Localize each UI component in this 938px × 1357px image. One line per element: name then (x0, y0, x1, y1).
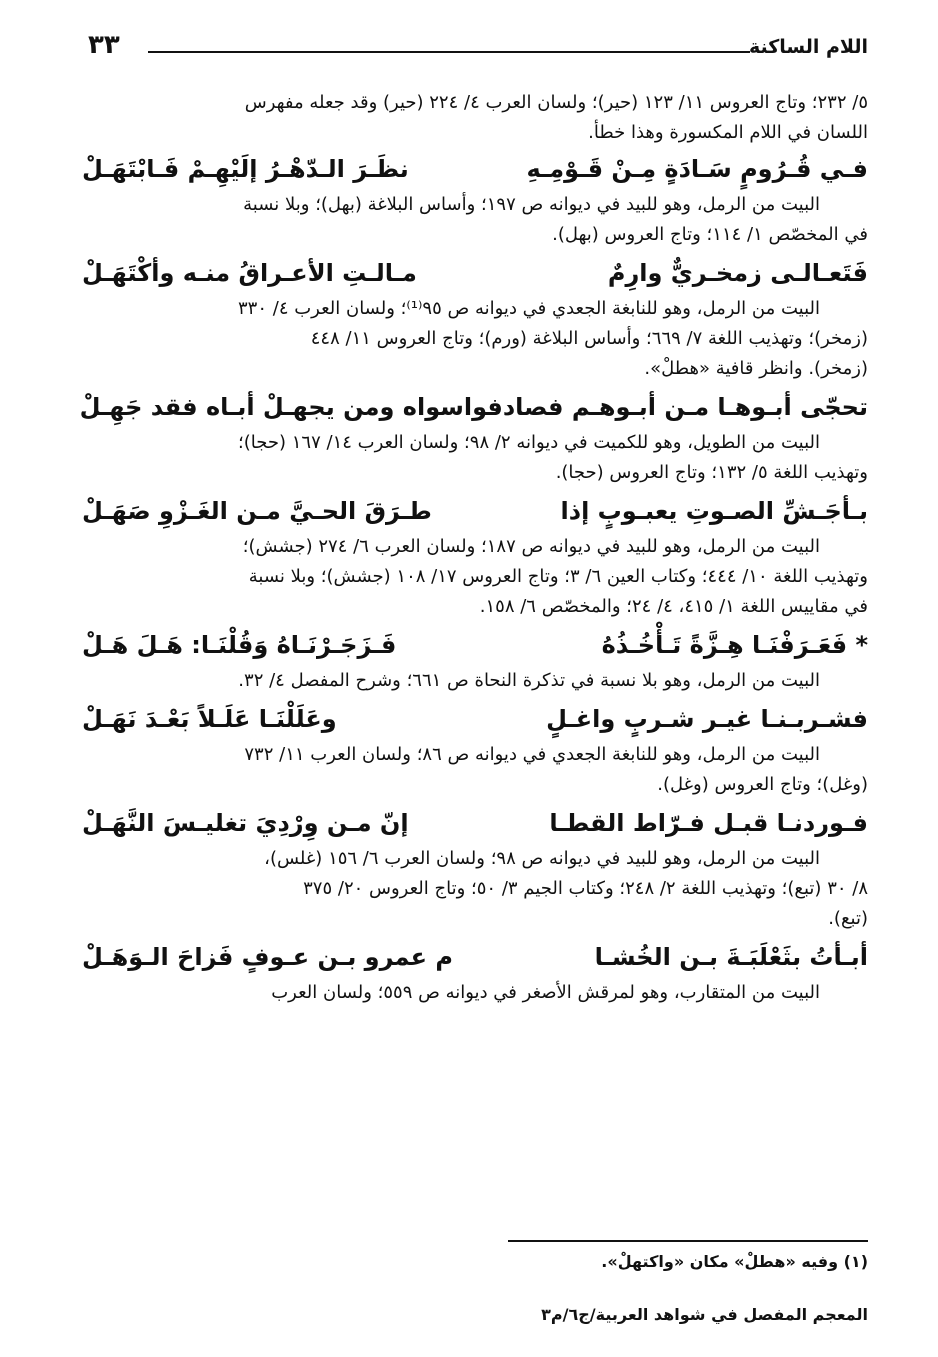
verse-entry (82, 494, 868, 622)
verse-second-hemistich: طـرَقَ الحـيَّ مـن الغَـزْوِ صَهَـلْ (82, 497, 432, 525)
footnote-rule (508, 1240, 868, 1242)
note-line: البيت من المتقارب، وهو لمرقش الأصغر في ديوانه ص ٥٥٩؛ ولسان العرب (271, 982, 820, 1003)
verse-line (82, 940, 868, 974)
note-line: في مقاييس اللغة ١/ ٤١٥، ٤/ ٢٤؛ والمخصّص ٦/ ١٥٨. (479, 596, 868, 617)
note-line: (وغل)؛ وتاج العروس (وغل). (657, 774, 868, 795)
verse-line (82, 256, 868, 290)
verse-line (82, 494, 868, 528)
note-line: البيت من الرمل، وهو للنابغة الجعدي في ديوانه ص ٩٥⁽¹⁾؛ ولسان العرب ٤/ ٣٣٠ (238, 298, 820, 319)
note-line: البيت من الرمل، وهو للبيد في ديوانه ص ١٨٧؛ ولسان العرب ٦/ ٢٧٤ (جشش)؛ (242, 536, 820, 557)
verse-first-hemistich: فـوردنـا قبـل فـرّاط القطـا (549, 809, 868, 837)
verse-entry (82, 152, 868, 250)
note-line: ٨/ ٣٠ (تبع)؛ وتهذيب اللغة ٢/ ٢٤٨؛ وكتاب الجيم ٣/ ٥٠؛ وتاج العروس ٢٠/ ٣٧٥ (303, 878, 868, 899)
verse-entry (82, 256, 868, 384)
verse-second-hemistich: مـالـتِ الأعـراقُ منـه وأكْتَهَـلْ (82, 259, 417, 287)
verse-first-hemistich: فَتَعـالـى زمخـريٌّ وارِمٌ (607, 259, 868, 287)
verse-second-hemistich: إنّ مـن وِرْدِيَ تغليـسَ النَّهَـلْ (82, 809, 409, 837)
verse-line (82, 806, 868, 840)
note-line: وتهذيب اللغة ٥/ ١٣٢؛ وتاج العروس (حجا). (555, 462, 868, 483)
verse-second-hemistich: وعَلَلْنَـا عَلَـلاً بَعْـدَ نَهَـلْ (82, 705, 337, 733)
verse-second-hemistich: نظَـرَ الـدّهْـرُ إلَيْهِـمْ فَـابْتَهَـلْ (82, 155, 409, 183)
verse-second-hemistich: فَـزَجَـرْنَـاهُ وَقُلْنَـا: هَـلَ هَـلْ (82, 631, 397, 659)
note-line: البيت من الرمل، وهو للبيد في ديوانه ص ١٩٧؛ وأساس البلاغة (بهل)؛ وبلا نسبة (243, 194, 820, 215)
verse-first-hemistich: فـي قُـرُومٍ سَـادَةٍ مِـنْ قَـوْمِـهِ (526, 155, 868, 183)
verse-entry (82, 628, 868, 696)
book-footer: المعجم المفصل في شواهد العربية/ج٦/م٣ (541, 1305, 868, 1324)
note-line: البيت من الرمل، وهو للنابغة الجعدي في ديوانه ص ٨٦؛ ولسان العرب ١١/ ٧٣٢ (244, 744, 820, 765)
footnote: (١) وفيه «هطلْ» مكان «واكتهلْ». (601, 1252, 868, 1271)
note-line: (تبع). (828, 908, 868, 929)
page-number: ٣٣ (88, 30, 120, 60)
note-line: في المخصّص ١/ ١١٤؛ وتاج العروس (بهل). (552, 224, 868, 245)
header-rule (148, 51, 750, 53)
verse-line (82, 152, 868, 186)
verse-second-hemistich: م عمرو بـن عـوفٍ فَزاحَ الـوَهَـلْ (82, 943, 453, 971)
note-line: البيت من الطويل، وهو للكميت في ديوانه ٢/ ٩٨؛ ولسان العرب ١٤/ ١٦٧ (حجا)؛ (238, 432, 820, 453)
verse-line (79, 390, 868, 424)
verse-first-hemistich: فشـربـنـا غيـر شـربٍ واغـلٍ (546, 705, 868, 733)
note-line: البيت من الرمل، وهو بلا نسبة في تذكرة النحاة ص ٦٦١؛ وشرح المفصل ٤/ ٣٢. (238, 670, 820, 691)
verse-line (82, 702, 868, 736)
note-line: (زمخر)؛ وتهذيب اللغة ٧/ ٦٦٩؛ وأساس البلاغة (ورم)؛ وتاج العروس ١١/ ٤٤٨ (310, 328, 868, 349)
intro-line: ٥/ ٢٣٢؛ وتاج العروس ١١/ ١٢٣ (حير)؛ ولسان العرب ٤/ ٢٢٤ (حير) وقد جعله مفهرس (244, 92, 868, 113)
note-line: البيت من الرمل، وهو للبيد في ديوانه ص ٩٨؛ ولسان العرب ٦/ ١٥٦ (غلس)، (264, 848, 820, 869)
verse-first-hemistich: * فَعَـرَفْنَـا هِـزَّةً تَـأْخُـذُهُ (601, 631, 868, 659)
chapter-title: اللام الساكنة (748, 36, 868, 58)
note-line: وتهذيب اللغة ١٠/ ٤٤٤؛ وكتاب العين ٦/ ٣؛ وتاج العروس ١٧/ ١٠٨ (جشش)؛ وبلا نسبة (248, 566, 868, 587)
note-line: (زمخر). وانظر قافية «هطلْ». (644, 358, 868, 379)
verse-entry (82, 806, 868, 934)
intro-line: اللسان في اللام المكسورة وهذا خطأ. (588, 122, 868, 143)
verse-first-hemistich: أبـأتُ بثَعْلَبَـةَ بـن الخُشـا (594, 943, 868, 971)
page-body (79, 88, 868, 1014)
page-header (88, 30, 868, 70)
verse-entry (82, 702, 868, 800)
verse-first-hemistich: بـأجَـشِّ الصـوتِ يعبـوبٍ إذا (560, 497, 868, 525)
verse-first-hemistich: تحجّى أبـوهـا مـن أبـوهـم فصادفوا (463, 393, 868, 421)
verse-entry (79, 390, 868, 488)
verse-second-hemistich: سواه ومن يجهـلْ أبـاه فقد جَهِـلْ (79, 393, 464, 421)
verse-line (82, 628, 868, 662)
verse-entry (82, 940, 868, 1008)
